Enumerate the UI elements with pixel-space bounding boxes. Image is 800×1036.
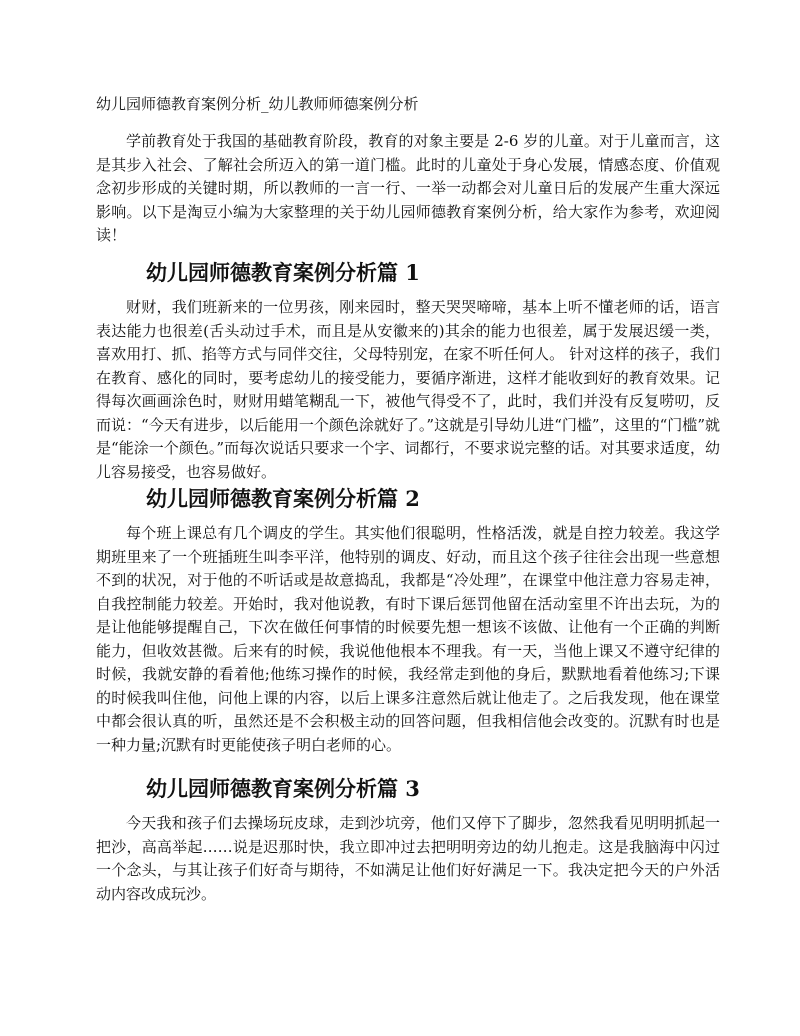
intro-paragraph: 学前教育处于我国的基础教育阶段，教育的对象主要是 2-6 岁的儿童。对于儿童而言，这是其步入社会、了解社会所迈入的第一道门槛。此时的儿童处于身心发展，情感态度、价值观念初步形成的关键时期，所以教师的一言一行、一举一动都会对儿童日后的发展产生重大深远影响。以下是淘豆小编为大家整理的关于幼儿园师德教育案例分析，给大家作为参考，欢迎阅读！ <box>96 132 720 244</box>
section-heading-1: 幼儿园师德教育案例分析篇 1 <box>146 260 420 285</box>
section-body-1: 财财，我们班新来的一位男孩，刚来园时，整天哭哭啼啼，基本上听不懂老师的话，语言表达能力也很差(舌头动过手术，而且是从安徽来的)其余的能力也很差，属于发展迟缓一类，喜欢用打、抓、掐等方式与同伴交往，父母特别宠，在家不听任何人。 针对这样的孩子，我们在教育、感化的同时，要考虑幼儿的接受能力，要循序渐进，这样才能收到好的教育效果。记得每次画画涂色时，财财用蜡笔糊乱一下，被他气得受不了，此时，我们并没有反复唠叨，反而说：“今天有进步，以后能用一个颜色涂就好了。”这就是引导幼儿进“门槛”，这里的“门槛”就是“能涂一个颜色。”而每次说话只要求一个字、词都行，不要求说完整的话。对其要求适度，幼儿容易接受，也容易做好。 <box>96 298 720 481</box>
document-title: 幼儿园师德教育案例分析_幼儿教师师德案例分析 <box>96 95 419 113</box>
section-body-3: 今天我和孩子们去操场玩皮球，走到沙坑旁，他们又停下了脚步，忽然我看见明明抓起一把沙，高高举起……说是迟那时快，我立即冲过去把明明旁边的幼儿抱走。这是我脑海中闪过一个念头，与其让孩子们好奇与期待，不如满足让他们好好满足一下。我决定把今天的户外活动内容改成玩沙。 <box>96 814 720 903</box>
section-heading-3: 幼儿园师德教育案例分析篇 3 <box>146 776 420 801</box>
section-heading-2: 幼儿园师德教育案例分析篇 2 <box>146 486 420 511</box>
section-body-2: 每个班上课总有几个调皮的学生。其实他们很聪明，性格活泼，就是自控力较差。我这学期班里来了一个班插班生叫李平洋，他特别的调皮、好动，而且这个孩子往往会出现一些意想不到的状况，对于他的不听话或是故意捣乱，我都是“冷处理”，在课堂中他注意力容易走神，自我控制能力较差。开始时，我对他说教，有时下课后惩罚他留在活动室里不许出去玩，为的是让他能够提醒自己，下次在做任何事情的时候要先想一想该不该做、让他有一个正确的判断能力，但收效甚微。后来有的时候，我说他他根本不理我。有一天，当他上课又不遵守纪律的时候，我就安静的看着他;他练习操作的时候，我经常走到他的身后，默默地看着他练习;下课的时候我叫住他，问他上课的内容，以后上课多注意然后就让他走了。之后我发现，他在课堂中都会很认真的听，虽然还是不会积极主动的回答问题，但我相信他会改变的。沉默有时也是一种力量;沉默有时更能使孩子明白老师的心。 <box>96 524 720 754</box>
